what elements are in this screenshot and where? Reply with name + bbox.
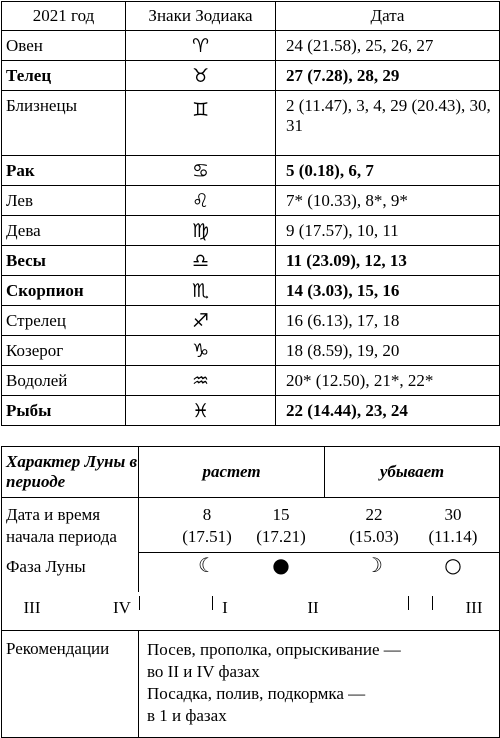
zodiac-row bbox=[2, 61, 500, 91]
zodiac-dates: 2 (11.47), 3, 4, 29 (20.43), 30, 31 bbox=[276, 91, 500, 156]
zodiac-row bbox=[2, 246, 500, 276]
zodiac-dates: 11 (23.09), 12, 13 bbox=[276, 246, 500, 276]
period-date: 8 (17.51) bbox=[182, 505, 232, 546]
zodiac-dates: 7* (10.33), 8*, 9* bbox=[276, 186, 500, 216]
phase-tick bbox=[212, 596, 213, 610]
zodiac-row bbox=[2, 366, 500, 396]
period-start-label: Дата и время начала периода bbox=[6, 505, 117, 546]
capricorn-icon: ♑︎ bbox=[191, 339, 210, 362]
pisces-icon: ♓︎ bbox=[191, 399, 210, 422]
zodiac-dates: 20* (12.50), 21*, 22* bbox=[276, 366, 500, 396]
sagittarius-icon: ♐︎ bbox=[191, 309, 210, 332]
phase-tick bbox=[139, 596, 140, 610]
phase-number: II bbox=[307, 598, 319, 617]
moon-growing-label: растет bbox=[139, 447, 325, 498]
zodiac-dates: 9 (17.57), 10, 11 bbox=[276, 216, 500, 246]
zodiac-dates: 5 (0.18), 6, 7 bbox=[276, 156, 500, 186]
zodiac-row bbox=[2, 396, 500, 426]
zodiac-name: Рак bbox=[2, 156, 126, 186]
header-dates: Дата bbox=[276, 2, 500, 31]
taurus-icon: ♉︎ bbox=[191, 64, 210, 87]
cancer-icon: ♋︎ bbox=[191, 159, 210, 182]
zodiac-table bbox=[1, 1, 500, 426]
header-year: 2021 год bbox=[2, 2, 126, 31]
aries-icon: ♈︎ bbox=[191, 34, 210, 57]
period-date: 15 (17.21) bbox=[256, 505, 306, 546]
aquarius-icon: ♒︎ bbox=[191, 369, 210, 392]
zodiac-name: Близнецы bbox=[2, 91, 126, 156]
phase-tick bbox=[432, 596, 433, 610]
zodiac-row bbox=[2, 276, 500, 306]
zodiac-header-row bbox=[2, 2, 500, 31]
moon-period-grid bbox=[139, 498, 499, 586]
zodiac-row bbox=[2, 306, 500, 336]
scorpio-icon: ♏︎ bbox=[191, 279, 210, 302]
libra-icon: ♎︎ bbox=[191, 249, 210, 272]
moon-phase-label: Фаза Луны bbox=[6, 557, 86, 576]
moon-header-row bbox=[2, 447, 500, 498]
moon-character-label: Характер Луны в периоде bbox=[2, 447, 139, 498]
moon-icon-row bbox=[139, 550, 499, 582]
waning-crescent-moon-icon: ☾ bbox=[198, 553, 216, 577]
zodiac-dates: 22 (14.44), 23, 24 bbox=[276, 396, 500, 426]
waxing-crescent-moon-icon: ☽ bbox=[365, 553, 383, 577]
phase-number: IV bbox=[113, 598, 131, 617]
recommendation-text: Посев, прополка, опрыскивание — во II и IV фазах Посадка, полив, подкормка — в 1 и фазах bbox=[139, 631, 500, 738]
zodiac-name: Козерог bbox=[2, 336, 126, 366]
period-date: 30 (11.14) bbox=[428, 505, 478, 546]
new-moon-icon: ○ bbox=[444, 553, 462, 577]
zodiac-name: Лев bbox=[2, 186, 126, 216]
phase-tick bbox=[408, 596, 409, 610]
header-signs: Знаки Зодиака bbox=[126, 2, 276, 31]
phase-number: III bbox=[23, 598, 41, 617]
recommendation-row bbox=[2, 631, 500, 738]
zodiac-dates: 18 (8.59), 19, 20 bbox=[276, 336, 500, 366]
zodiac-name: Рыбы bbox=[2, 396, 126, 426]
zodiac-dates: 16 (6.13), 17, 18 bbox=[276, 306, 500, 336]
zodiac-name: Весы bbox=[2, 246, 126, 276]
zodiac-row bbox=[2, 336, 500, 366]
zodiac-row bbox=[2, 156, 500, 186]
zodiac-row bbox=[2, 31, 500, 61]
virgo-icon: ♍︎ bbox=[191, 219, 210, 242]
moon-table bbox=[1, 446, 500, 738]
recommendation-label: Рекомендации bbox=[2, 631, 139, 738]
zodiac-row bbox=[2, 216, 500, 246]
zodiac-name: Скорпион bbox=[2, 276, 126, 306]
moon-waning-label: убывает bbox=[325, 447, 500, 498]
zodiac-name: Дева bbox=[2, 216, 126, 246]
zodiac-row bbox=[2, 186, 500, 216]
phase-number: III bbox=[465, 598, 483, 617]
phase-number: I bbox=[222, 598, 228, 617]
gemini-icon: ♊︎ bbox=[191, 99, 210, 121]
zodiac-name: Телец bbox=[2, 61, 126, 91]
leo-icon: ♌︎ bbox=[191, 189, 210, 212]
phase-divider bbox=[139, 552, 499, 553]
zodiac-name: Стрелец bbox=[2, 306, 126, 336]
full-moon-icon: ● bbox=[272, 553, 290, 577]
zodiac-dates: 27 (7.28), 28, 29 bbox=[276, 61, 500, 91]
moon-phase-row bbox=[2, 592, 500, 631]
zodiac-name: Водолей bbox=[2, 366, 126, 396]
zodiac-name: Овен bbox=[2, 31, 126, 61]
period-date: 22 (15.03) bbox=[349, 505, 399, 546]
zodiac-row bbox=[2, 91, 500, 156]
zodiac-dates: 14 (3.03), 15, 16 bbox=[276, 276, 500, 306]
zodiac-dates: 24 (21.58), 25, 26, 27 bbox=[276, 31, 500, 61]
moon-period-row bbox=[2, 498, 500, 593]
